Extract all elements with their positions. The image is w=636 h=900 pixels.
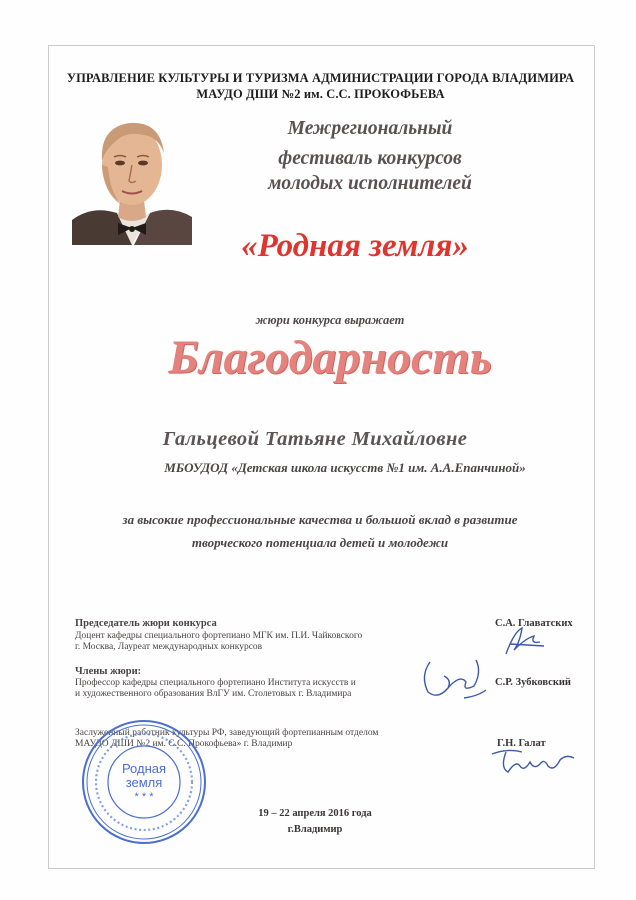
jury-member-2-name: Г.Н. Галат [497,738,546,749]
festival-line-2: фестиваль конкурсов [278,148,462,169]
stamp-stars: * * * [134,791,154,803]
festival-line-1: Межрегиональный [287,118,453,139]
jury-chair-name: С.А. Главатских [495,618,573,629]
jury-chair-desc-1: Доцент кафедры специального фортепиано МГК им. П.И. Чайковского [75,631,363,641]
jury-member-1-desc-2: и художественного образования ВлГУ им. Столетовых г. Владимира [75,689,352,699]
jury-chair-desc-2: г. Москва, Лауреат международных конкурсов [75,642,263,652]
organization-line-2: МАУДО ДШИ №2 им. С.С. ПРОКОФЬЕВА [196,87,445,101]
recipient-name: Гальцевой Татьяне Михайловне [162,428,468,450]
organization-stamp [80,718,208,846]
jury-member-2-desc-1: Заслуженный работник культуры РФ, заведующий фортепианным отделом [75,728,379,738]
member-2-signature [488,746,580,776]
member-1-signature [418,652,490,704]
jury-member-1-desc-1: Профессор кафедры специального фортепиано Института искусств и [75,678,356,688]
jury-chair-title: Председатель жюри конкурса [75,618,217,629]
organization-line-1: УПРАВЛЕНИЕ КУЛЬТУРЫ И ТУРИЗМА АДМИНИСТРАЦИИ ГОРОДА ВЛАДИМИРА [66,71,575,85]
recipient-school: МБОУДОД «Детская школа искусств №1 им. А.А.Епанчиной» [164,460,526,475]
stamp-text-line-2: земля [125,775,163,790]
chair-signature [500,624,550,658]
reason-line-2: творческого потенциала детей и молодежи [191,535,449,550]
festival-name: «Родная земля» [241,228,469,264]
jury-members-title: Члены жюри: [75,666,142,677]
reason-line-1: за высокие профессиональные качества и большой вклад в развитие [122,512,518,527]
gratitude-title: Благодарность [168,331,492,384]
jury-member-1-name: С.Р. Зубковский [495,677,571,688]
festival-line-3: молодых исполнителей [268,173,472,194]
stamp-text-line-1: Родная [121,761,167,776]
composer-portrait [72,105,192,245]
event-city: г.Владимир [287,824,343,835]
jury-member-2-desc-2: МАУДО ДШИ №2 им. С.С. Прокофьева» г. Владимир [75,739,293,749]
jury-expresses-text: жюри конкурса выражает [255,313,405,327]
event-dates: 19 – 22 апреля 2016 года [258,808,372,819]
